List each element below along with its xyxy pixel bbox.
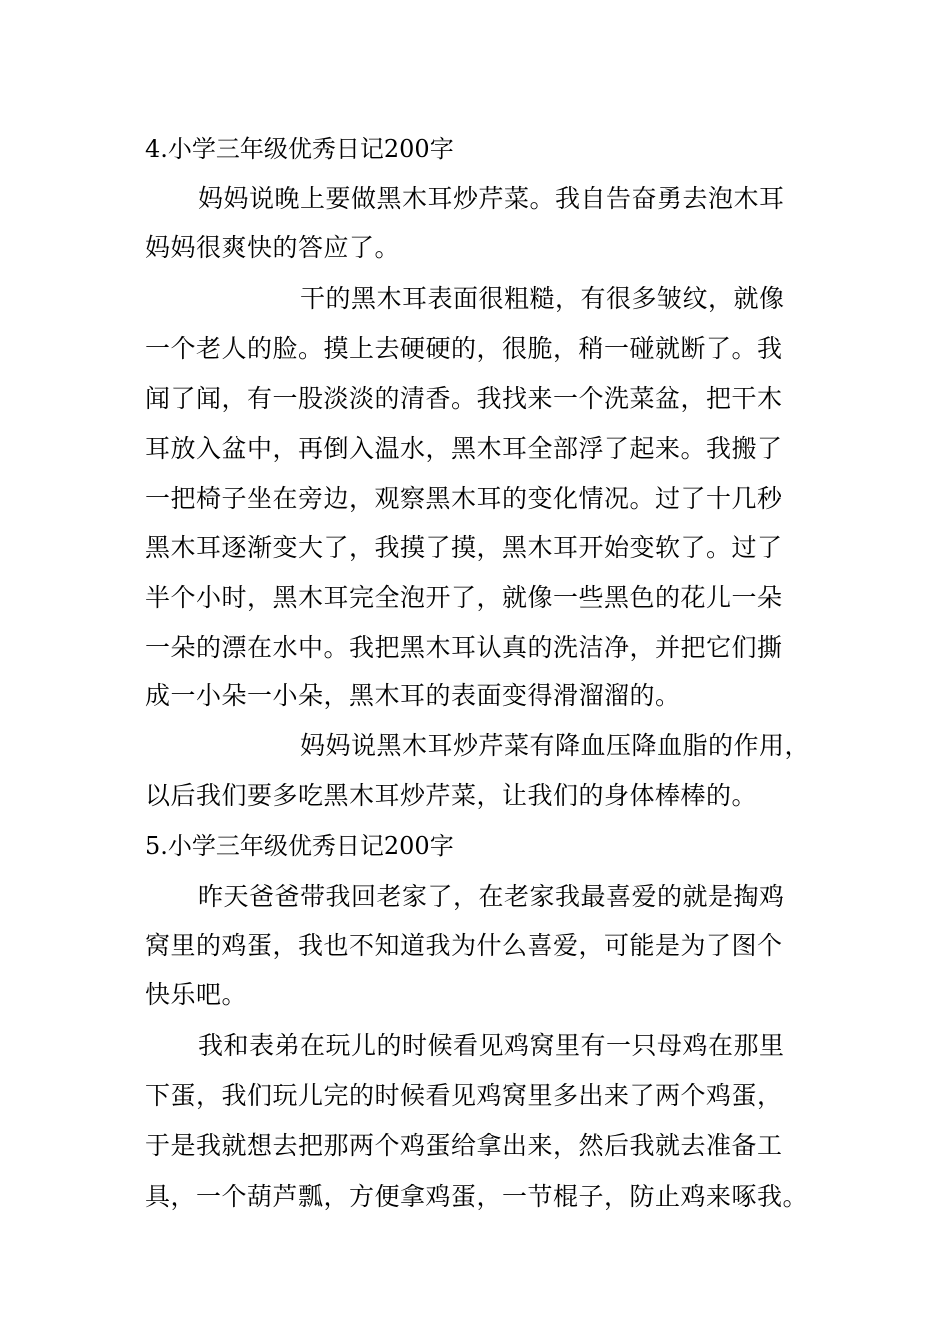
paragraph-line: 干的黑木耳表面很粗糙，有很多皱纹，就像 xyxy=(300,284,785,313)
paragraph-line: 一把椅子坐在旁边，观察黑木耳的变化情况。过了十几秒 xyxy=(145,484,783,513)
paragraph-line: 窝里的鸡蛋，我也不知道我为什么喜爱，可能是为了图个 xyxy=(145,931,783,960)
paragraph-line: 妈妈很爽快的答应了。 xyxy=(145,233,401,262)
paragraph-line: 一朵的漂在水中。我把黑木耳认真的洗洁净，并把它们撕 xyxy=(145,633,783,662)
section-5-title: 5.小学三年级优秀日记200字 xyxy=(145,832,454,860)
paragraph-line: 具，一个葫芦瓢，方便拿鸡蛋，一节棍子，防止鸡来啄我。 xyxy=(145,1182,809,1211)
paragraph-line: 耳放入盆中，再倒入温水，黑木耳全部浮了起来。我搬了 xyxy=(145,434,783,463)
section-4-title: 4.小学三年级优秀日记200字 xyxy=(145,135,454,163)
paragraph-line: 快乐吧。 xyxy=(145,980,248,1009)
paragraph-line: 黑木耳逐渐变大了，我摸了摸，黑木耳开始变软了。过了 xyxy=(145,533,783,562)
paragraph-line: 妈妈说黑木耳炒芹菜有降血压降血脂的作用， xyxy=(300,731,811,760)
paragraph-line: 半个小时，黑木耳完全泡开了，就像一些黑色的花儿一朵 xyxy=(145,583,783,612)
paragraph-line: 闻了闻，有一股淡淡的清香。我找来一个洗菜盆，把干木 xyxy=(145,384,783,413)
paragraph-line: 成一小朵一小朵，黑木耳的表面变得滑溜溜的。 xyxy=(145,681,681,710)
paragraph-line: 于是我就想去把那两个鸡蛋给拿出来，然后我就去准备工 xyxy=(145,1131,783,1160)
paragraph-line: 我和表弟在玩儿的时候看见鸡窝里有一只母鸡在那里 xyxy=(198,1031,785,1060)
paragraph-line: 昨天爸爸带我回老家了，在老家我最喜爱的就是掏鸡 xyxy=(198,882,785,911)
paragraph-line: 一个老人的脸。摸上去硬硬的，很脆，稍一碰就断了。我 xyxy=(145,334,783,363)
paragraph-line: 下蛋，我们玩儿完的时候看见鸡窝里多出来了两个鸡蛋， xyxy=(145,1081,783,1110)
paragraph-line: 妈妈说晚上要做黑木耳炒芹菜。我自告奋勇去泡木耳 xyxy=(198,184,785,213)
paragraph-line: 以后我们要多吃黑木耳炒芹菜，让我们的身体棒棒的。 xyxy=(145,781,758,810)
